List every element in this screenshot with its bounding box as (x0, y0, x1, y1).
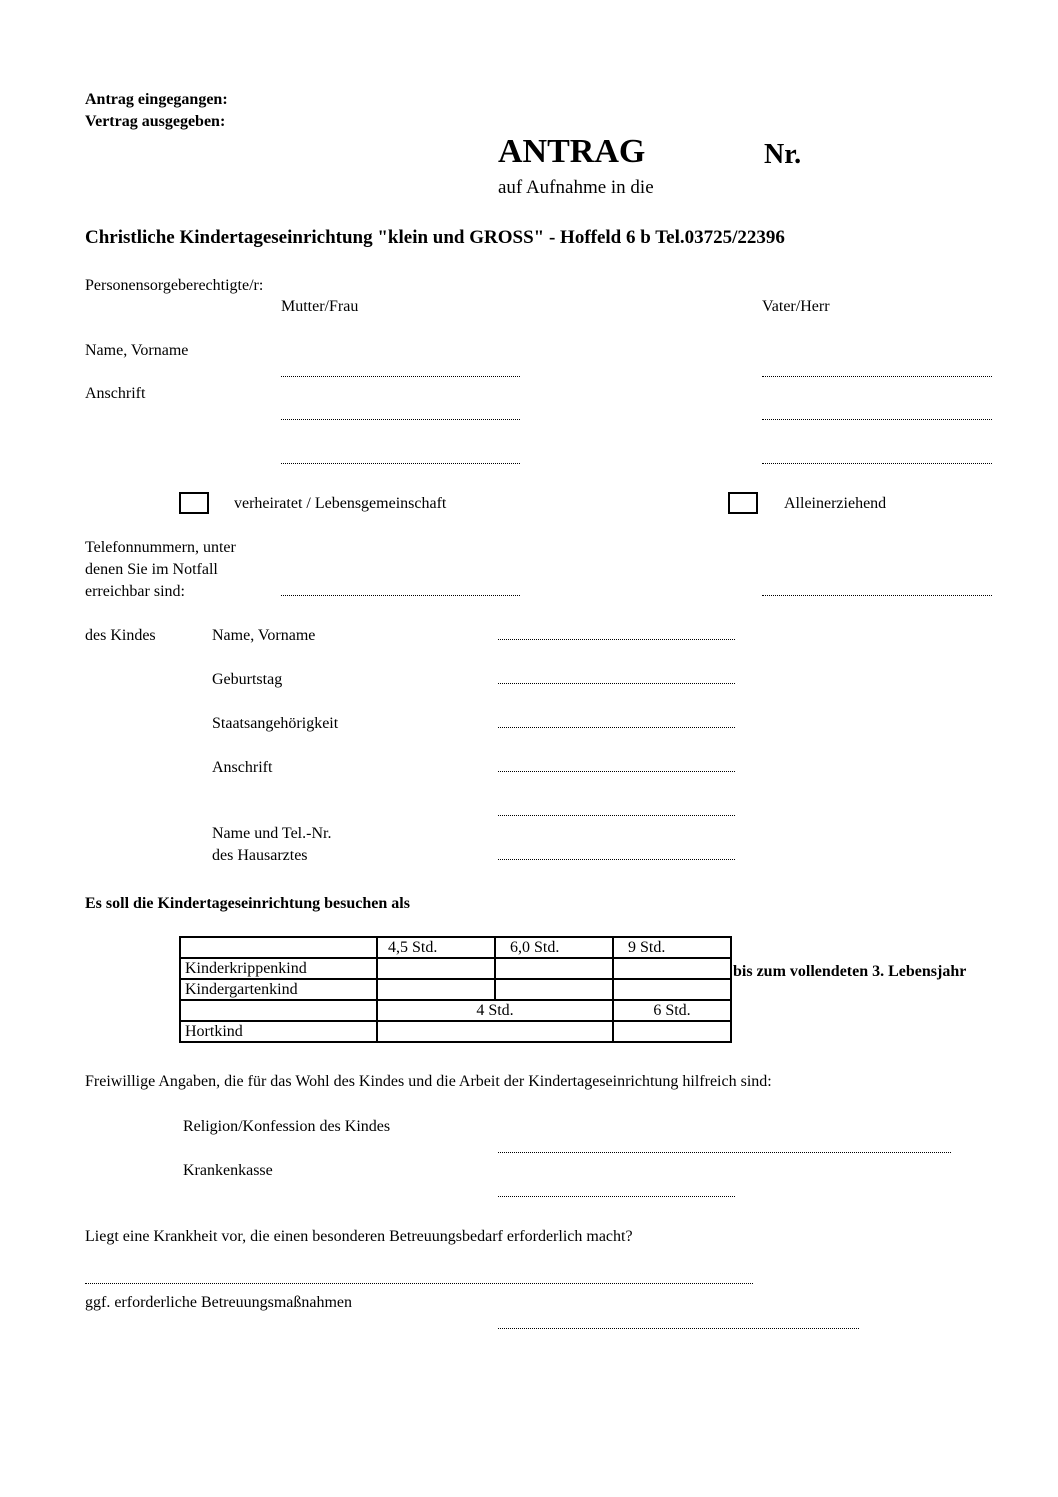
empty-cell (180, 1000, 377, 1021)
received-label: Antrag eingegangen: (85, 91, 228, 108)
married-label: verheiratet / Lebensgemeinschaft (234, 495, 447, 512)
child-address-field-2[interactable] (498, 815, 735, 816)
father-phone-field[interactable] (762, 595, 992, 596)
child-section-label: des Kindes (85, 627, 156, 644)
guardian-name-label: Name, Vorname (85, 342, 189, 359)
measures-field[interactable] (498, 1328, 859, 1329)
father-address-field-1[interactable] (762, 419, 992, 420)
application-number-label: Nr. (764, 139, 802, 170)
empty-cell (180, 937, 377, 958)
illness-question: Liegt eine Krankheit vor, die einen besonderen Betreuungsbedarf erforderlich macht? (85, 1228, 633, 1245)
single-parent-label: Alleinerziehend (784, 495, 887, 512)
hort-6-cell[interactable] (613, 1021, 731, 1042)
child-address-label: Anschrift (212, 759, 273, 776)
measures-label: ggf. erforderliche Betreuungsmaßnahmen (85, 1294, 353, 1311)
doctor-field[interactable] (498, 859, 735, 860)
phone-label-line-2: denen Sie im Notfall (85, 561, 218, 578)
father-column-label: Vater/Herr (762, 298, 830, 315)
voluntary-heading: Freiwillige Angaben, die für das Wohl des Kindes und die Arbeit der Kindertageseinrichtung hilfreich sind: (85, 1073, 772, 1090)
hours-cell: 6 Std. (613, 1000, 731, 1021)
child-name-label: Name, Vorname (212, 627, 316, 644)
krippe-9-cell[interactable] (613, 958, 731, 979)
religion-label: Religion/Konfession des Kindes (183, 1118, 391, 1135)
guardian-address-label: Anschrift (85, 385, 146, 402)
krippe-6-0-cell[interactable] (495, 958, 613, 979)
doctor-label-line-2: des Hausarztes (212, 847, 308, 864)
child-nationality-field[interactable] (498, 727, 735, 728)
row-label: Kindergartenkind (180, 979, 377, 1000)
krippe-age-note: bis zum vollendeten 3. Lebensjahr (733, 963, 967, 980)
child-name-field[interactable] (498, 639, 735, 640)
attendance-table (179, 936, 732, 1043)
insurance-field[interactable] (498, 1196, 735, 1197)
form-title: ANTRAG (498, 133, 646, 170)
child-nationality-label: Staatsangehörigkeit (212, 715, 339, 732)
hours-cell: 4,5 Std. (377, 937, 495, 958)
mother-address-field-1[interactable] (281, 419, 520, 420)
garten-4-5-cell[interactable] (377, 979, 495, 1000)
hours-header-row (180, 937, 731, 958)
phone-label-line-3: erreichbar sind: (85, 583, 185, 600)
hort-4-cell[interactable] (377, 1021, 613, 1042)
institution-line: Christliche Kindertageseinrichtung "klein und GROSS" - Hoffeld 6 b Tel.03725/22396 (85, 227, 785, 248)
child-address-field-1[interactable] (498, 771, 735, 772)
mother-phone-field[interactable] (281, 595, 520, 596)
mother-name-field[interactable] (281, 376, 520, 377)
issued-label: Vertrag ausgegeben: (85, 113, 226, 130)
mother-address-field-2[interactable] (281, 463, 520, 464)
garten-6-0-cell[interactable] (495, 979, 613, 1000)
insurance-label: Krankenkasse (183, 1162, 273, 1179)
mother-column-label: Mutter/Frau (281, 298, 359, 315)
phone-label-line-1: Telefonnummern, unter (85, 539, 236, 556)
married-checkbox[interactable] (179, 492, 209, 514)
hort-row (180, 1021, 731, 1042)
krippe-row (180, 958, 731, 979)
single-parent-checkbox[interactable] (728, 492, 758, 514)
garten-9-cell[interactable] (613, 979, 731, 1000)
guardians-section-label: Personensorgeberechtigte/r: (85, 277, 264, 294)
form-subtitle: auf Aufnahme in die (498, 177, 654, 198)
father-address-field-2[interactable] (762, 463, 992, 464)
hort-hours-row (180, 1000, 731, 1021)
religion-field[interactable] (498, 1152, 951, 1153)
hours-cell: 6,0 Std. (495, 937, 613, 958)
row-label: Hortkind (180, 1021, 377, 1042)
child-birthday-field[interactable] (498, 683, 735, 684)
garten-row (180, 979, 731, 1000)
father-name-field[interactable] (762, 376, 992, 377)
hours-cell: 4 Std. (377, 1000, 613, 1021)
doctor-label-line-1: Name und Tel.-Nr. (212, 825, 332, 842)
hours-cell: 9 Std. (613, 937, 731, 958)
illness-field[interactable] (85, 1283, 753, 1284)
child-birthday-label: Geburtstag (212, 671, 283, 688)
krippe-4-5-cell[interactable] (377, 958, 495, 979)
row-label: Kinderkrippenkind (180, 958, 377, 979)
attendance-heading: Es soll die Kindertageseinrichtung besuchen als (85, 895, 410, 912)
